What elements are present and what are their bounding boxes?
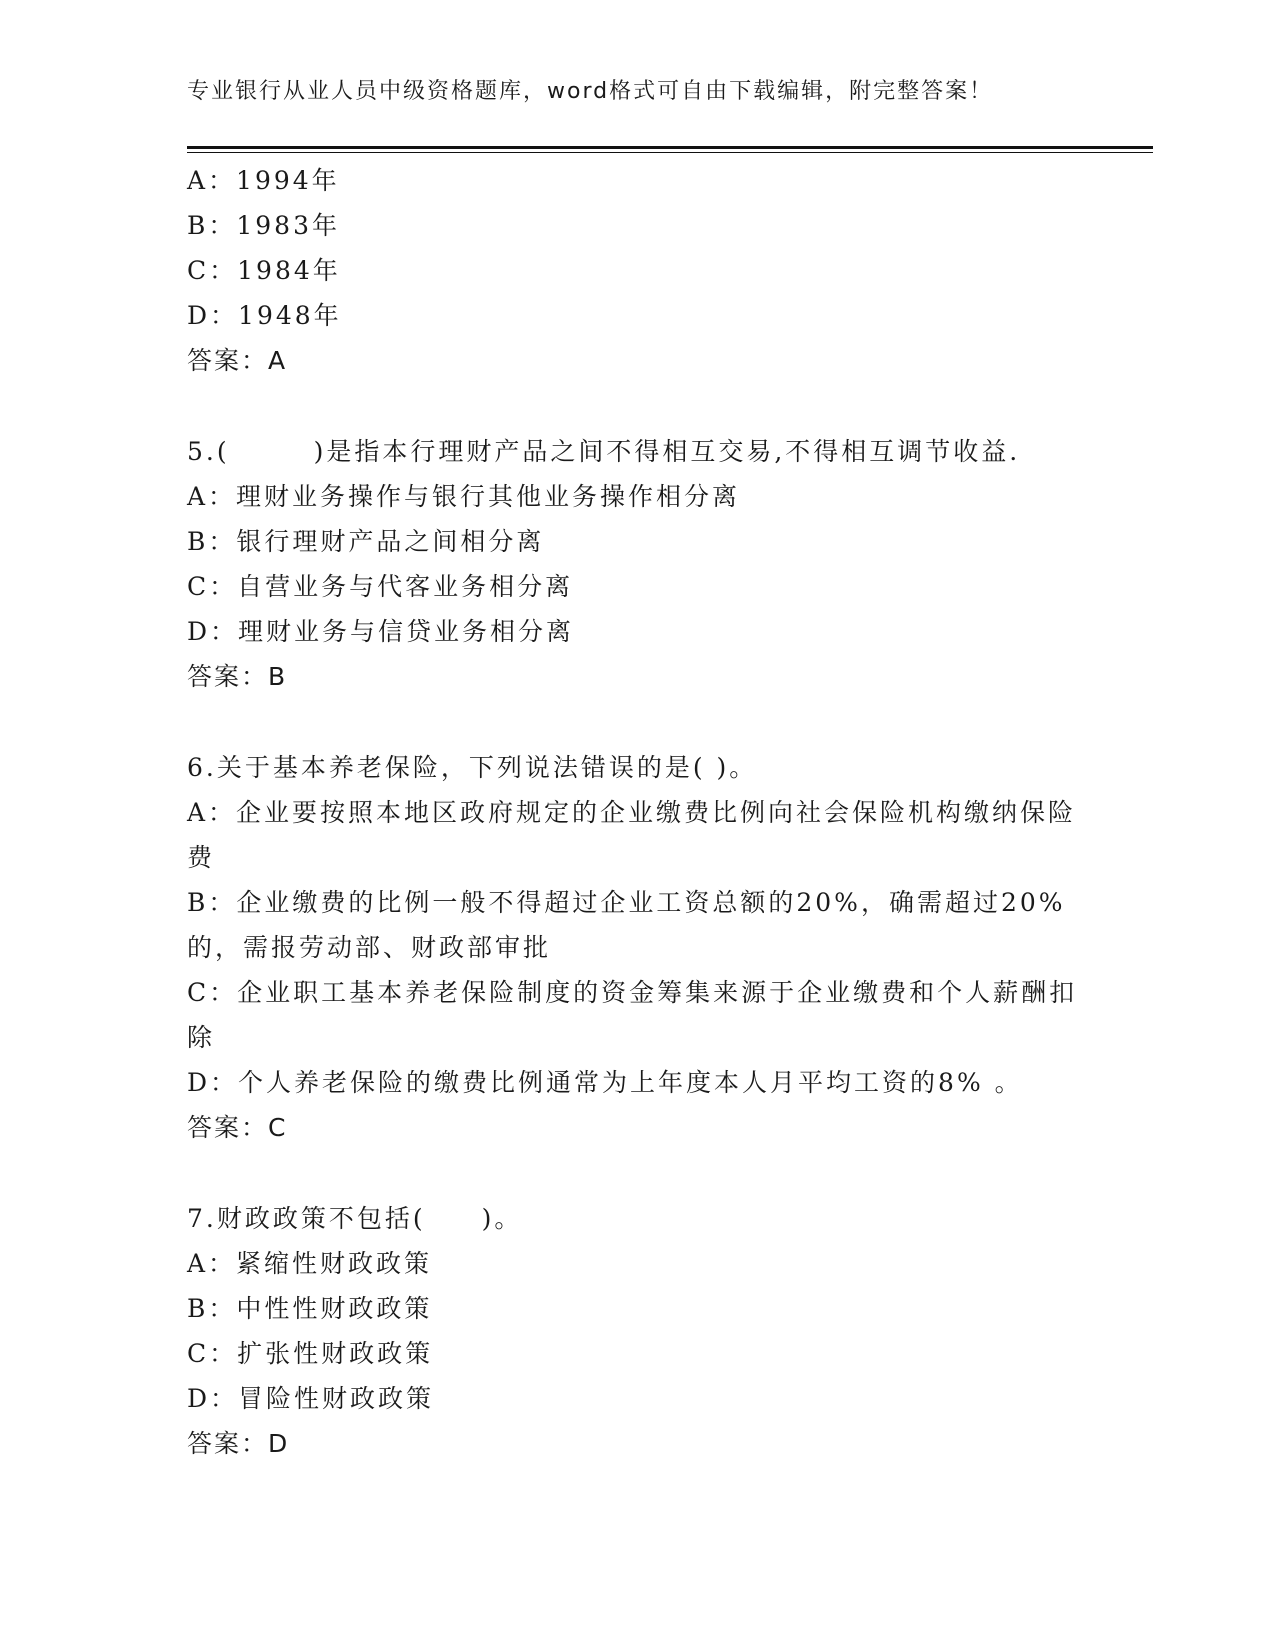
option-d: D：理财业务与信贷业务相分离 <box>187 617 575 646</box>
question-stem: 7.财政政策不包括( )。 <box>187 1204 523 1233</box>
answer: 答案：A <box>187 346 288 375</box>
option-d: D：冒险性财政政策 <box>187 1384 435 1413</box>
document-body <box>187 158 1087 1466</box>
answer: 答案：B <box>187 662 288 691</box>
option-a: A：1994年 <box>187 166 340 195</box>
question-stem: 6.关于基本养老保险，下列说法错误的是( )。 <box>187 753 758 782</box>
option-c: C：自营业务与代客业务相分离 <box>187 572 574 601</box>
question-6 <box>187 745 1087 1150</box>
page-header: 专业银行从业人员中级资格题库，word格式可自由下载编辑，附完整答案！ <box>187 79 994 104</box>
option-c: C：企业职工基本养老保险制度的资金筹集来源于企业缴费和个人薪酬扣除 <box>187 978 1078 1052</box>
option-c: C：扩张性财政政策 <box>187 1339 434 1368</box>
option-a: A：紧缩性财政政策 <box>187 1249 433 1278</box>
option-b: B：银行理财产品之间相分离 <box>187 527 545 556</box>
question-stem: 5.( )是指本行理财产品之间不得相互交易,不得相互调节收益. <box>187 437 1021 466</box>
question-5 <box>187 429 1087 699</box>
spacer <box>187 383 1087 429</box>
question-7 <box>187 1196 1087 1466</box>
header-rule-thick <box>187 146 1153 149</box>
option-b: B：1983年 <box>187 211 340 240</box>
option-a: A：理财业务操作与银行其他业务操作相分离 <box>187 482 741 511</box>
option-c: C：1984年 <box>187 256 341 285</box>
answer: 答案：D <box>187 1429 290 1458</box>
answer: 答案：C <box>187 1113 288 1142</box>
spacer <box>187 699 1087 745</box>
option-a: A：企业要按照本地区政府规定的企业缴费比例向社会保险机构缴纳保险费 <box>187 798 1077 872</box>
option-d: D：1948年 <box>187 301 342 330</box>
option-d: D：个人养老保险的缴费比例通常为上年度本人月平均工资的8% 。 <box>187 1068 1023 1097</box>
header-rule-thin <box>187 152 1153 153</box>
spacer <box>187 1150 1087 1196</box>
option-b: B：企业缴费的比例一般不得超过企业工资总额的20%，确需超过20%的，需报劳动部、财政部审批 <box>187 888 1066 962</box>
question-4 <box>187 158 1087 383</box>
option-b: B：中性性财政政策 <box>187 1294 433 1323</box>
